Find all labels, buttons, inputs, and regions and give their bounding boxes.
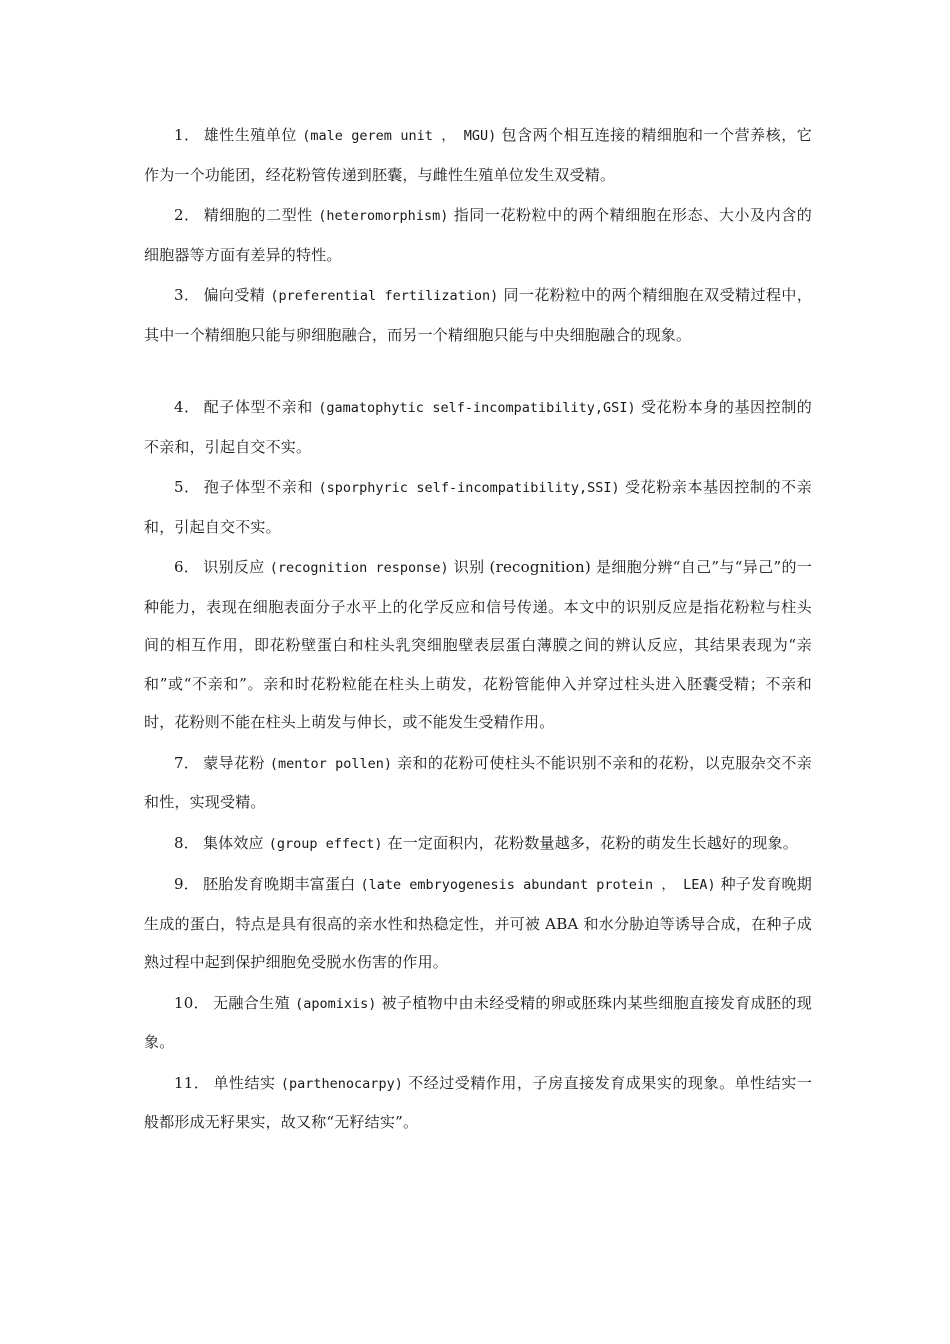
entry-number: 8． bbox=[174, 833, 199, 852]
entry-english-term: (male gerem unit ， MGU) bbox=[302, 128, 497, 144]
entry-term: 无融合生殖 bbox=[213, 993, 290, 1012]
entry-definition: 不经过受精作用，子房直接发育成果实的现象。单性结实一般都形成无籽果实，故又称“无籽结实”。 bbox=[144, 1073, 813, 1131]
entry-english-term: (gamatophytic self-incompatibility,GSI) bbox=[318, 400, 636, 416]
entry-definition: 被子植物中由未经受精的卵或胚珠内某些细胞直接发育成胚的现象。 bbox=[144, 993, 813, 1051]
entry-definition: 种子发育晚期生成的蛋白，特点是具有很高的亲水性和热稳定性，并可被 ABA 和水分胁迫等诱导合成，在种子成熟过程中起到保护细胞免受脱水伤害的作用。 bbox=[144, 875, 812, 971]
entry-number: 1． bbox=[174, 126, 200, 144]
entry-number: 11． bbox=[174, 1073, 210, 1092]
glossary-entry-10 bbox=[144, 984, 812, 1062]
glossary-entry-4 bbox=[144, 388, 812, 466]
entry-number: 6． bbox=[174, 558, 200, 576]
entry-english-term: (mentor pollen) bbox=[269, 755, 393, 772]
entry-english-term: (group effect) bbox=[268, 835, 383, 852]
glossary-list bbox=[144, 116, 812, 1144]
entry-term: 孢子体型不亲和 bbox=[203, 478, 314, 496]
entry-number: 5． bbox=[174, 478, 200, 496]
entry-english-term: (heteromorphism) bbox=[318, 208, 449, 224]
entry-term: 雄性生殖单位 bbox=[203, 126, 297, 144]
entry-definition: 包含两个相互连接的精细胞和一个营养核，它作为一个功能团，经花粉管传递到胚囊，与雌性生殖单位发生双受精。 bbox=[144, 126, 812, 184]
glossary-entry-5 bbox=[144, 468, 812, 546]
entry-term: 识别反应 bbox=[203, 558, 265, 576]
entry-term: 胚胎发育晚期丰富蛋白 bbox=[203, 875, 356, 893]
entry-number: 7． bbox=[174, 753, 200, 772]
entry-definition: 识别 (recognition) 是细胞分辨“自己”与“异己”的一种能力，表现在细胞表面分子水平上的化学反应和信号传递。本文中的识别反应是指花粉粒与柱头间的相互作用，即花粉壁蛋白和柱头乳突细胞壁表层蛋白薄膜之间的辨认反应，其结果表现为“亲和”或“不亲和”。亲和时花粉粒能在柱头上萌发，花粉管能伸入并穿过柱头进入胚囊受精；不亲和时，花粉则不能在柱头上萌发与伸长，或不能发生受精作用。 bbox=[144, 558, 812, 731]
entry-english-term: (parthenocarpy) bbox=[280, 1075, 403, 1092]
glossary-entry-2 bbox=[144, 196, 812, 274]
entry-number: 9． bbox=[174, 875, 200, 893]
entry-definition: 在一定面积内，花粉数量越多，花粉的萌发生长越好的现象。 bbox=[387, 833, 798, 852]
entry-term: 偏向受精 bbox=[203, 286, 266, 304]
glossary-entry-6 bbox=[144, 548, 812, 742]
entry-term: 配子体型不亲和 bbox=[203, 398, 313, 416]
entry-number: 2． bbox=[174, 206, 200, 224]
entry-term: 集体效应 bbox=[202, 833, 264, 852]
glossary-entry-7 bbox=[144, 744, 812, 822]
entry-english-term: (sporphyric self-incompatibility,SSI) bbox=[318, 480, 620, 496]
entry-number: 3． bbox=[174, 286, 200, 304]
glossary-entry-11 bbox=[144, 1064, 812, 1142]
glossary-entry-9 bbox=[144, 865, 812, 982]
glossary-entry-8 bbox=[144, 824, 812, 864]
entry-definition: 受花粉亲本基因控制的不亲和，引起自交不实。 bbox=[144, 478, 812, 536]
entry-english-term: (recognition response) bbox=[269, 560, 449, 576]
entry-term: 精细胞的二型性 bbox=[203, 206, 313, 224]
glossary-entry-3 bbox=[144, 276, 812, 354]
entry-definition: 同一花粉粒中的两个精细胞在双受精过程中，其中一个精细胞只能与卵细胞融合，而另一个精细胞只能与中央细胞融合的现象。 bbox=[144, 286, 813, 344]
entry-number: 10． bbox=[174, 993, 210, 1012]
glossary-entry-1 bbox=[144, 116, 812, 194]
entry-definition: 亲和的花粉可使柱头不能识别不亲和的花粉，以克服杂交不亲和性，实现受精。 bbox=[144, 753, 812, 811]
entry-english-term: (preferential fertilization) bbox=[270, 288, 499, 304]
entry-definition: 受花粉本身的基因控制的不亲和，引起自交不实。 bbox=[144, 398, 813, 456]
entry-term: 单性结实 bbox=[213, 1073, 276, 1092]
entry-english-term: (late embryogenesis abundant protein ， LEA) bbox=[360, 877, 716, 893]
entry-definition: 指同一花粉粒中的两个精细胞在形态、大小及内含的细胞器等方面有差异的特性。 bbox=[144, 206, 813, 264]
entry-number: 4． bbox=[174, 398, 200, 416]
entry-term: 蒙导花粉 bbox=[203, 753, 265, 772]
entry-english-term: (apomixis) bbox=[295, 995, 377, 1012]
